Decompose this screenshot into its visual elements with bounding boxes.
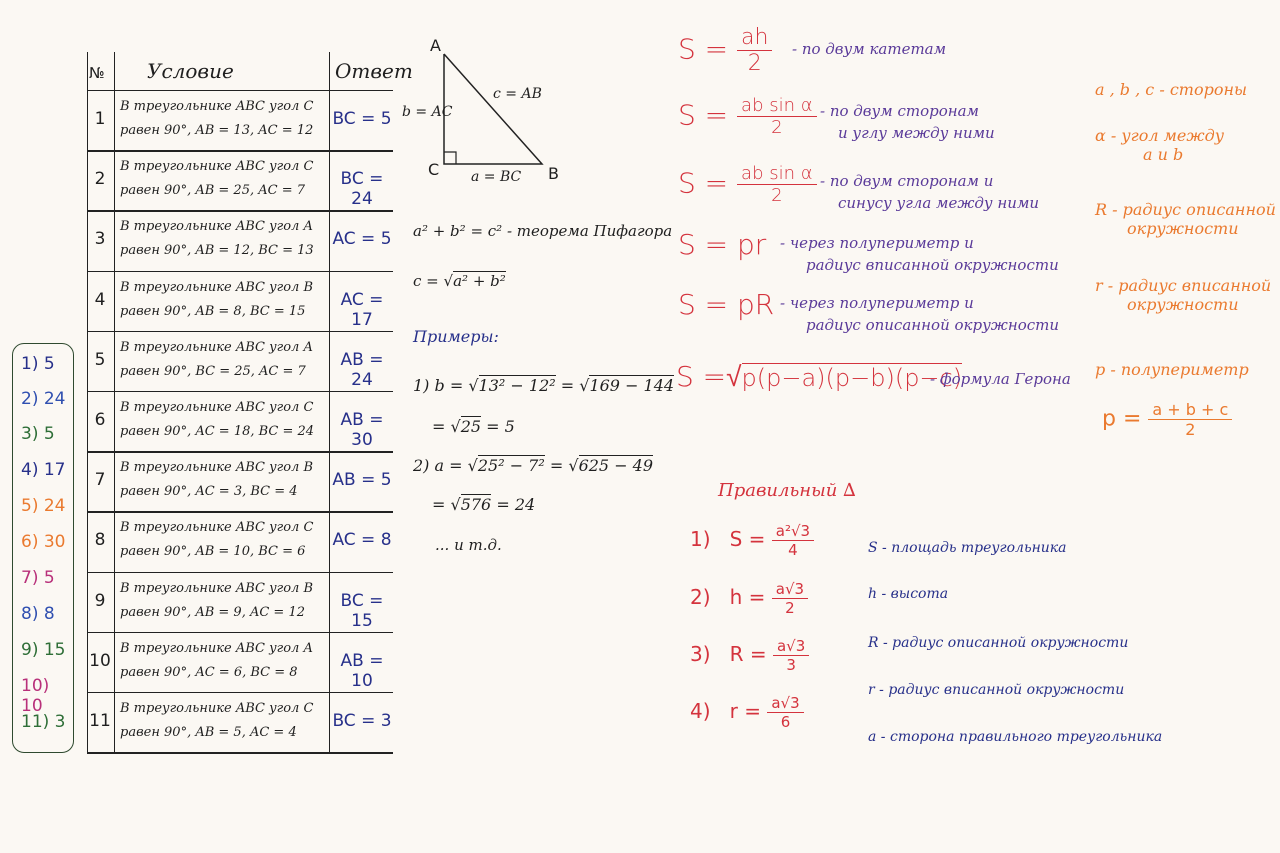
header-number: № (89, 64, 105, 82)
legend-alpha (1095, 126, 1224, 164)
regular-legend-5: a - сторона правильного треугольника (868, 729, 1163, 745)
regular-formula-2-idx: 2) (690, 585, 711, 609)
row-number: 2 (94, 169, 106, 190)
legend-R-2: окружности (1127, 219, 1239, 238)
row-condition (120, 276, 330, 324)
regular-legend-4: r - радиус вписанной окружности (868, 682, 1125, 698)
legend-p: p - полупериметр (1095, 360, 1249, 379)
area-formula-1 (678, 25, 772, 76)
example-1-result: = 5 (486, 417, 515, 436)
answer-item: 3) 5 (21, 424, 55, 444)
row-condition-line-2: равен 90°, AC = 6, BC = 8 (120, 664, 298, 680)
row-condition-line-1: В треугольнике ABC угол B (120, 580, 314, 596)
area-formula-4-desc-1: - через полупериметр и (780, 234, 974, 252)
legend-R (1095, 200, 1276, 238)
area-formula-1-den: 2 (747, 51, 762, 76)
row-condition (120, 637, 330, 685)
heron-desc: - формула Герона (930, 370, 1071, 388)
row-condition-line-2: равен 90°, AB = 12, BC = 13 (120, 243, 314, 259)
row-answer: AB = 5 (332, 470, 392, 491)
row-number: 7 (94, 470, 106, 491)
row-condition-line-1: В треугольнике ABC угол B (120, 279, 314, 295)
regular-title: Правильный ∆ (718, 480, 856, 501)
area-formula-5: S = pR (678, 288, 775, 321)
legend-r-1: r - радиус вписанной (1095, 276, 1272, 295)
pythagoras-theorem: a² + b² = c² - теорема Пифагора (413, 222, 673, 240)
side-ab-label: c = AB (493, 86, 542, 102)
header-condition: Условие (147, 59, 234, 83)
answer-item: 2) 24 (21, 389, 66, 409)
row-condition-line-1: В треугольнике ABC угол B (120, 460, 314, 476)
example-2-radicand-3: 576 (460, 495, 492, 514)
row-answer: BC = 24 (340, 169, 384, 210)
legend-sides: a , b , c - стороны (1095, 80, 1248, 99)
area-formula-3-desc-1: - по двум сторонам и (820, 172, 994, 190)
regular-formula-4-lhs: r = (729, 699, 761, 723)
heron-radicand: p(p−a)(p−b)(p−c) (741, 364, 963, 392)
row-condition-line-1: В треугольнике ABC угол C (120, 159, 314, 175)
row-condition-line-2: равен 90°, AB = 8, BC = 15 (120, 303, 306, 319)
regular-formula-1-lhs: S = (729, 527, 766, 551)
row-condition-line-2: равен 90°, AB = 5, AC = 4 (120, 725, 297, 740)
legend-R-1: R - радиус описанной (1095, 200, 1276, 219)
area-formula-5-desc (780, 292, 1059, 336)
row-condition-line-1: В треугольнике ABC угол A (120, 219, 313, 235)
sqrt-icon: √ (726, 360, 742, 393)
row-condition (120, 336, 330, 384)
heron-formula (676, 360, 962, 393)
area-formula-1-num: ah (737, 25, 772, 51)
answer-item: 8) 8 (21, 604, 55, 624)
example-1-radicand-3: 25 (460, 417, 482, 436)
regular-formula-3-den: 3 (786, 656, 796, 674)
area-formula-1-lhs: S = (678, 32, 729, 66)
row-condition (120, 396, 330, 444)
area-formula-5-desc-2: радиус описанной окружности (806, 316, 1060, 334)
row-condition (120, 516, 330, 564)
example-2-radicand-1: 25² − 7² (477, 456, 545, 475)
row-number: 4 (94, 289, 106, 310)
answer-item: 1) 5 (21, 354, 55, 374)
legend-alpha-1: α - угол между (1095, 126, 1224, 145)
row-answer: AB = 30 (340, 410, 384, 450)
answer-item: 4) 17 (21, 460, 66, 480)
row-condition (120, 577, 330, 625)
regular-formula-3 (690, 637, 809, 674)
area-formula-2 (678, 95, 817, 138)
area-formula-3-num: ab sin α (737, 163, 817, 185)
regular-formula-1-num: a²√3 (772, 522, 814, 541)
answer-item: 5) 24 (21, 496, 66, 516)
vertex-a-label: A (430, 36, 441, 55)
row-condition (120, 155, 330, 203)
example-2-line-1: 2) a = √25² − 7² = √625 − 49 (413, 456, 654, 475)
c-formula-radicand: a² + b² (453, 272, 506, 290)
row-answer: BC = 15 (340, 590, 384, 631)
regular-formula-4-idx: 4) (690, 699, 711, 723)
regular-legend-3: R - радиус описанной окружности (868, 635, 1129, 651)
row-condition-line-1: В треугольнике ABC угол C (120, 520, 314, 536)
area-formula-4: S = pr (678, 228, 767, 261)
area-formula-2-num: ab sin α (737, 95, 817, 117)
row-condition (120, 456, 330, 504)
area-formula-2-lhs: S = (678, 98, 729, 132)
area-formula-2-desc-2: и углу между ними (838, 124, 995, 142)
regular-formula-3-idx: 3) (690, 642, 711, 666)
answer-item: 9) 15 (21, 640, 66, 660)
row-condition-line-1: В треугольнике ABC угол A (120, 640, 313, 656)
example-2-radicand-2: 625 − 49 (578, 456, 654, 475)
example-2-line-2: = √576 = 24 (432, 495, 536, 514)
example-1-lhs: 1) b = (413, 376, 464, 395)
legend-alpha-2: a и b (1143, 145, 1184, 164)
row-answer: AB = 10 (340, 650, 384, 691)
regular-formula-2-lhs: h = (729, 585, 766, 609)
p-formula (1102, 400, 1232, 439)
regular-formula-1-idx: 1) (690, 527, 711, 551)
row-condition-line-2: равен 90°, AB = 25, AC = 7 (120, 183, 306, 199)
area-formula-2-den: 2 (771, 117, 783, 138)
area-formula-2-desc-1: - по двум сторонам (820, 102, 979, 120)
row-answer: AC = 5 (332, 229, 392, 250)
c-formula (413, 272, 506, 290)
row-condition-line-2: равен 90°, AC = 3, BC = 4 (120, 484, 298, 500)
regular-formula-4 (690, 694, 804, 731)
regular-formula-4-num: a√3 (767, 694, 803, 713)
example-2-lhs: 2) a = (413, 456, 463, 475)
regular-formula-2-den: 2 (785, 599, 795, 617)
row-condition-line-2: равен 90°, BC = 25, AC = 7 (120, 363, 306, 379)
example-2-result: = 24 (496, 495, 536, 514)
row-number: 3 (94, 229, 106, 250)
answer-item: 10) 10 (21, 676, 50, 716)
regular-formula-1-den: 4 (788, 541, 798, 559)
area-formula-3-lhs: S = (678, 166, 729, 200)
area-formula-5-desc-1: - через полупериметр и (780, 294, 974, 312)
answer-item: 7) 5 (21, 568, 55, 588)
regular-formula-1 (690, 522, 814, 559)
regular-formula-4-den: 6 (780, 713, 791, 731)
row-condition-line-1: В треугольнике ABC угол C (120, 99, 314, 114)
example-1-line-1: 1) b = √13² − 12² = √169 − 144 (413, 376, 675, 395)
row-answer: AB = 24 (340, 349, 384, 390)
answer-item: 11) 3 (21, 712, 66, 732)
legend-r (1095, 276, 1271, 314)
examples-title: Примеры: (413, 327, 499, 346)
vertex-b-label: B (548, 164, 559, 183)
sqrt-icon: √ (443, 272, 454, 290)
area-formula-3-den: 2 (771, 185, 783, 206)
side-bc-label: a = BC (471, 169, 522, 185)
row-condition (120, 697, 330, 745)
regular-formula-2 (690, 580, 808, 617)
row-number: 10 (89, 650, 111, 671)
row-answer: BC = 3 (332, 711, 392, 731)
heron-lhs: S = (676, 360, 727, 393)
area-formula-3 (678, 163, 817, 206)
p-formula-lhs: p = (1102, 406, 1142, 432)
row-condition-line-2: равен 90°, AC = 18, BC = 24 (120, 424, 315, 439)
c-formula-lhs: c = (413, 272, 439, 290)
area-formula-4-desc-2: радиус вписанной окружности (806, 256, 1059, 274)
example-1-radicand-2: 169 − 144 (589, 376, 675, 395)
row-condition-line-1: В треугольнике ABC угол C (120, 701, 314, 716)
area-formula-2-desc (820, 100, 995, 144)
row-condition-line-1: В треугольнике ABC угол C (120, 400, 314, 415)
row-number: 1 (94, 109, 106, 129)
vertex-c-label: C (428, 160, 440, 179)
row-condition-line-2: равен 90°, AB = 9, AC = 12 (120, 604, 306, 620)
regular-legend-1: S - площадь треугольника (868, 540, 1067, 556)
answers-list (12, 343, 74, 753)
p-formula-den: 2 (1185, 420, 1196, 439)
side-ac-label: b = AC (402, 104, 453, 120)
row-number: 6 (94, 410, 106, 430)
row-number: 5 (94, 349, 106, 370)
regular-formula-3-lhs: R = (729, 642, 767, 666)
row-condition-line-2: равен 90°, AB = 13, AC = 12 (120, 123, 314, 138)
row-answer: AC = 8 (332, 530, 392, 551)
row-number: 11 (89, 711, 111, 731)
header-answer: Ответ (335, 59, 413, 83)
regular-formula-3-num: a√3 (773, 637, 809, 656)
row-condition (120, 95, 330, 143)
row-condition-line-2: равен 90°, AB = 10, BC = 6 (120, 544, 306, 560)
example-1-line-2: = √25 = 5 (432, 417, 515, 436)
area-formula-3-desc (820, 170, 1039, 214)
area-formula-4-desc (780, 232, 1059, 276)
row-answer: BC = 5 (332, 109, 392, 129)
area-formula-3-desc-2: синусу угла между ними (838, 194, 1040, 212)
p-formula-num: a + b + c (1148, 400, 1232, 420)
row-number: 8 (94, 530, 106, 551)
row-number: 9 (94, 590, 106, 611)
regular-legend-2: h - высота (868, 586, 949, 602)
area-formula-1-desc: - по двум катетам (792, 40, 947, 58)
row-condition-line-1: В треугольнике ABC угол A (120, 339, 313, 355)
examples-etc: ... и т.д. (435, 536, 502, 554)
row-answer: AC = 17 (340, 289, 384, 330)
example-1-radicand-1: 13² − 12² (478, 376, 556, 395)
row-condition (120, 215, 330, 263)
answer-item: 6) 30 (21, 532, 66, 552)
regular-formula-2-num: a√3 (772, 580, 808, 599)
legend-r-2: окружности (1127, 295, 1239, 314)
